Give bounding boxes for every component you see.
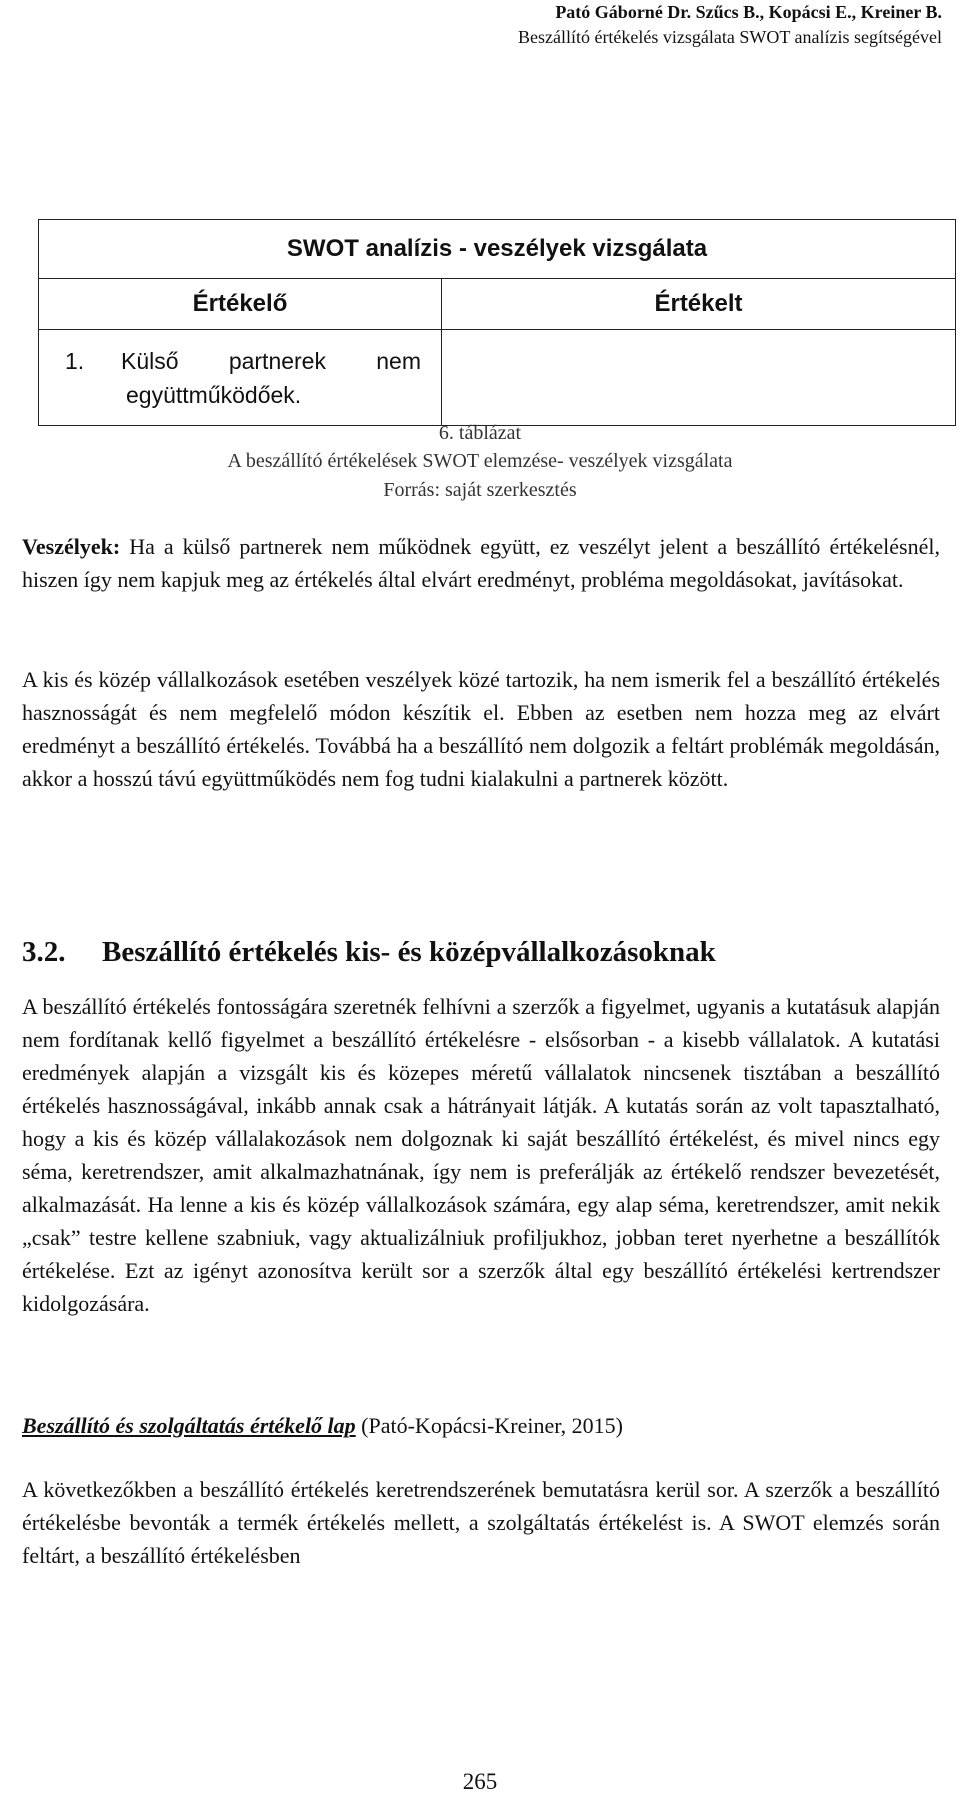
- evaluation-sheet-title: Beszállító és szolgáltatás értékelő lap: [22, 1413, 356, 1438]
- running-header: [518, 0, 942, 50]
- swot-table: [38, 219, 956, 426]
- header-title: Beszállító értékelés vizsgálata SWOT analízis segítségével: [517, 27, 942, 47]
- caption-title: A beszállító értékelések SWOT elemzése- veszélyek vizsgálata: [227, 450, 733, 472]
- header-authors: Pató Gáborné Dr. Szűcs B., Kopácsi E., Kreiner B.: [555, 2, 942, 22]
- page-number: 265: [462, 1769, 498, 1794]
- paragraph-sme-threats: A kis és közép vállalkozások esetében veszélyek közé tartozik, ha nem ismerik fel a beszállító értékelés hasznosságát és nem megfelelő módon készítik el. Ebben az esetben nem hozza meg az elvárt eredményt a beszállító értékelés. Továbbá ha a beszállító nem dolgozik a feltárt problémák megoldásán, akkor a hosszú távú együttműködés nem fog tudni kialakulni a partnerek között.: [22, 667, 940, 791]
- table-cell-empty: [442, 330, 956, 426]
- paragraph-threats: [22, 530, 940, 596]
- threats-text: Ha a külső partnerek nem működnek együtt, ez veszélyt jelent a beszállító értékelésnél, hiszen így nem kapjuk meg az értékelés által elvárt eredményt, probléma megoldásokat, javításokat.: [22, 534, 940, 592]
- row-word-3: nem: [376, 347, 421, 374]
- section-title: Beszállító értékelés kis- és középvállalkozásoknak: [102, 936, 716, 968]
- caption-source: Forrás: saját szerkesztés: [383, 479, 577, 501]
- paragraph-evaluation-sheet: [22, 1409, 940, 1442]
- threats-lead: Veszélyek:: [22, 534, 121, 559]
- paragraph-framework: A következőkben a beszállító értékelés keretrendszerének bemutatásra kerül sor. A szerzők a beszállító értékelésbe bevonták a termék értékelés mellett, a szolgáltatás értékelést is. A SWOT elemzés során feltárt, a beszállító értékelésben: [22, 1477, 940, 1568]
- evaluation-sheet-citation: (Pató-Kopácsi-Kreiner, 2015): [355, 1413, 623, 1438]
- table-cell-threat: [39, 330, 442, 426]
- caption-label: 6. táblázat: [438, 422, 522, 444]
- paragraph-sme-evaluation: A beszállító értékelés fontosságára szeretnék felhívni a szerzők a figyelmet, ugyanis a kutatásuk alapján nem fordítanak kellő figyelmet a beszállító értékelésre - elsősorban - a kisebb vállalatok. A kutatási eredmények alapján a vizsgált kis és közepes méretű vállalatok nincsenek tisztában a beszállító értékelés hasznosságával, inkább annak csak a hátrányait látják. A kutatás során az volt tapasztalható, hogy a kis és közép vállalakozások nem dolgoznak ki saját beszállító értékelést, és mivel nincs egy séma, keretrendszer, amit alkalmazhatnának, így nem is preferálják az értékelő rendszer bevezetését, alkalmazását. Ha lenne a kis és közép vállalkozások számára, egy alap séma, keretrendszer, amit nekik „csak” testre kellene szabniuk, vagy aktualizálniuk profiljukhoz, jobban teret nyerhetne a beszállítók értékelése. Ezt az igényt azonosítva került sor a szerzők által egy beszállító értékelési kertrendszer kidolgozására.: [22, 994, 940, 1316]
- column-header-evaluated: Értékelt: [442, 279, 956, 330]
- row-word-2: partnerek: [228, 347, 326, 374]
- row-word-1: Külső: [121, 347, 179, 374]
- table-title: SWOT analízis - veszélyek vizsgálata: [39, 220, 956, 279]
- row-line-2: együttműködőek.: [126, 381, 302, 408]
- column-header-evaluator: Értékelő: [39, 279, 442, 330]
- section-number: 3.2.: [22, 936, 66, 968]
- row-number: 1.: [65, 347, 85, 374]
- table-row: [39, 330, 956, 426]
- section-heading: [22, 936, 716, 969]
